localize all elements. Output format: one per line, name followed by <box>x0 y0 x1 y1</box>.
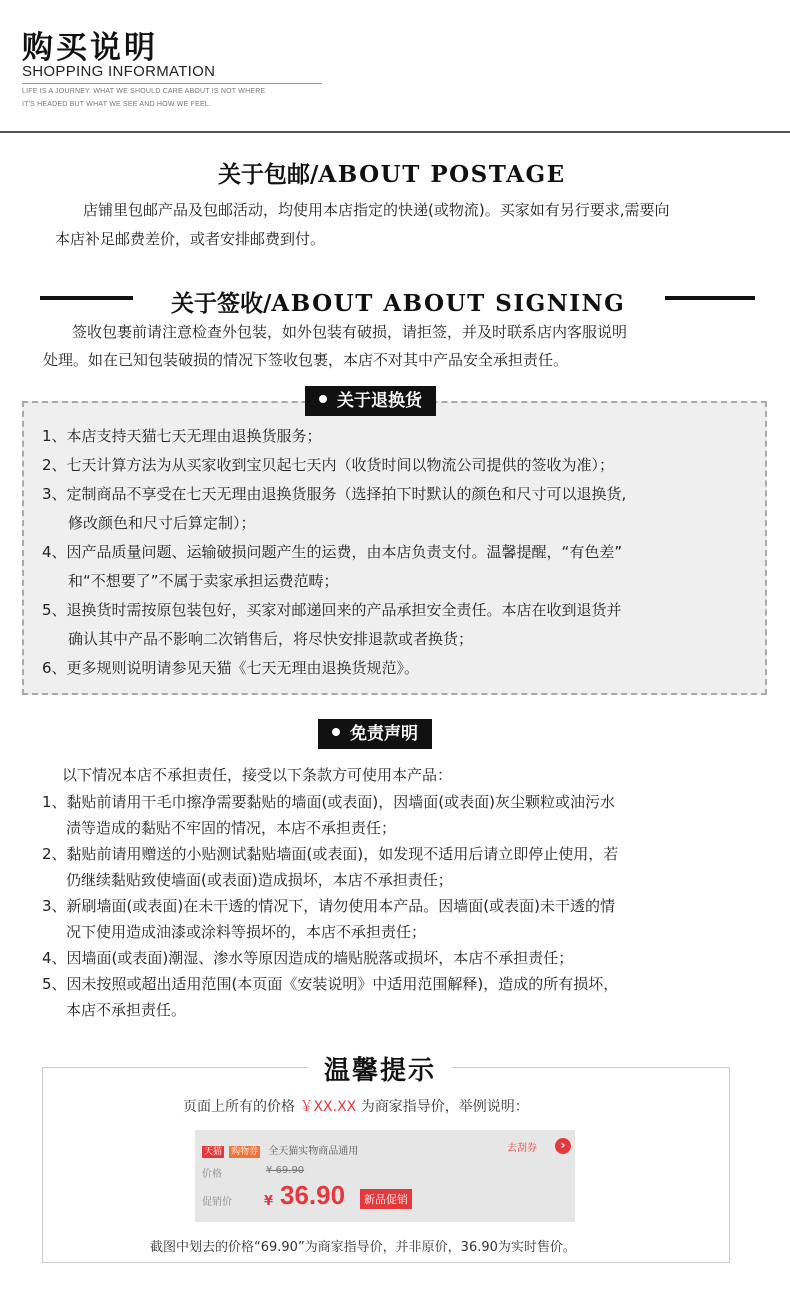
get-coupon-link[interactable]: 去刮券 <box>507 1143 537 1154</box>
header-tagline-1: LIFE IS A JOURNEY. WHAT WE SHOULD CARE ABOUT IS NOT WHERE <box>22 88 266 95</box>
returns-line: 2、七天计算方法为从买家收到宝贝起七天内（收货时间以物流公司提供的签收为准）； <box>42 456 615 474</box>
returns-line: 和“不想要了”不属于卖家承担运费范畴； <box>68 572 339 590</box>
promo-price: 36.90 <box>280 1180 346 1210</box>
postage-title <box>218 156 566 189</box>
disclaimer-line: 4、因墙面(或表面)潮湿、渗水等原因造成的墙贴脱落或损坏，本店不承担责任； <box>42 949 574 967</box>
disclaimer-intro: 以下情况本店不承担责任，接受以下条款方可使用本产品： <box>62 766 453 784</box>
header-rule <box>0 131 790 133</box>
signing-title-en: ABOUT ABOUT SIGNING <box>271 290 626 317</box>
signing-line-1: 签收包裹前请注意检查外包装，如外包装有破损，请拒签，并及时联系店内客服说明 <box>72 323 628 341</box>
yen-sign: ¥ <box>264 1194 274 1209</box>
disclaimer-line: 况下使用造成油漆或涂料等损坏的，本店不承担责任； <box>66 923 427 941</box>
signing-bar-left <box>40 296 133 300</box>
promo-tag: 新品促销 <box>360 1189 412 1209</box>
postage-line-1: 店铺里包邮产品及包邮活动，均使用本店指定的快递(或物流)。买家如有另行要求,需要向 <box>83 201 670 219</box>
disclaimer-line: 3、新刷墙面(或表面)在未干透的情况下，请勿使用本产品。因墙面(或表面)未干透的情 <box>42 897 615 915</box>
page-title: 购买说明 <box>22 30 158 66</box>
returns-line: 1、本店支持天猫七天无理由退换货服务； <box>42 427 322 445</box>
tips-footer: 截图中划去的价格“69.90”为商家指导价，并非原价，36.90为实时售价。 <box>150 1240 576 1255</box>
disclaimer-line: 5、因未按照或超出适用范围(本页面《安装说明》中适用范围解释)，造成的所有损坏， <box>42 975 619 993</box>
disclaimer-line: 仍继续黏贴致使墙面(或表面)造成损坏，本店不承担责任； <box>66 871 453 889</box>
tips-price-placeholder: ￥XX.XX <box>299 1099 357 1115</box>
coupon-desc: 全天猫实物商品通用 <box>268 1146 359 1157</box>
page-subtitle: SHOPPING INFORMATION <box>22 63 216 80</box>
bullet-icon <box>332 728 340 736</box>
returns-line: 3、定制商品不享受在七天无理由退换货服务（选择拍下时默认的颜色和尺寸可以退换货, <box>42 485 627 503</box>
coupon-row <box>202 1139 358 1158</box>
returns-line: 确认其中产品不影响二次销售后，将尽快安排退款或者换货； <box>68 630 474 648</box>
returns-line: 5、退换货时需按原包装包好，买家对邮递回来的产品承担安全责任。本店在收到退货并 <box>42 601 622 619</box>
header-tagline-2: IT'S HEADED BUT WHAT WE SEE AND HOW WE FEEL. <box>22 101 212 108</box>
disclaimer-title-badge <box>318 719 432 749</box>
promo-label: 促销价 <box>202 1197 232 1208</box>
postage-title-en: ABOUT POSTAGE <box>318 161 566 188</box>
header-divider <box>22 83 322 84</box>
arrow-right-icon[interactable]: › <box>555 1138 571 1154</box>
postage-line-2: 本店补足邮费差价，或者安排邮费到付。 <box>55 230 326 248</box>
bullet-icon <box>319 395 327 403</box>
postage-title-cn: 关于包邮/ <box>218 162 319 188</box>
tips-line-b: 为商家指导价，举例说明： <box>360 1099 529 1115</box>
returns-line: 6、更多规则说明请参见天猫《七天无理由退换货规范》。 <box>42 659 420 677</box>
signing-bar-right <box>665 296 755 300</box>
tips-title: 温馨提示 <box>308 1050 452 1087</box>
disclaimer-line: 2、黏贴前请用赠送的小贴测试黏贴墙面(或表面)，如发现不适用后请立即停止使用，若 <box>42 845 619 863</box>
coupon-tag: 购物券 <box>231 1147 259 1157</box>
tips-line-a: 页面上所有的价格 <box>183 1099 295 1115</box>
original-price: ¥ 69.90 <box>266 1165 305 1176</box>
disclaimer-title: 免责声明 <box>350 724 418 744</box>
tmall-tag: 天猫 <box>204 1147 223 1157</box>
returns-title-badge <box>305 386 436 416</box>
signing-title-cn: 关于签收/ <box>171 291 272 317</box>
returns-line: 4、因产品质量问题、运输破损问题产生的运费，由本店负责支付。温馨提醒，“有色差” <box>42 543 623 561</box>
signing-line-2: 处理。如在已知包装破损的情况下签收包裹，本店不对其中产品安全承担责任。 <box>43 351 569 369</box>
disclaimer-line: 本店不承担责任。 <box>66 1001 187 1019</box>
returns-title: 关于退换货 <box>337 391 422 411</box>
price-label: 价格 <box>202 1169 222 1180</box>
disclaimer-line: 渍等造成的黏贴不牢固的情况，本店不承担责任； <box>66 819 397 837</box>
returns-line: 修改颜色和尺寸后算定制）； <box>68 514 256 532</box>
signing-title <box>171 285 625 318</box>
tips-line <box>183 1096 529 1116</box>
disclaimer-line: 1、黏贴前请用干毛巾擦净需要黏贴的墙面(或表面)，因墙面(或表面)灰尘颗粒或油污水 <box>42 793 615 811</box>
